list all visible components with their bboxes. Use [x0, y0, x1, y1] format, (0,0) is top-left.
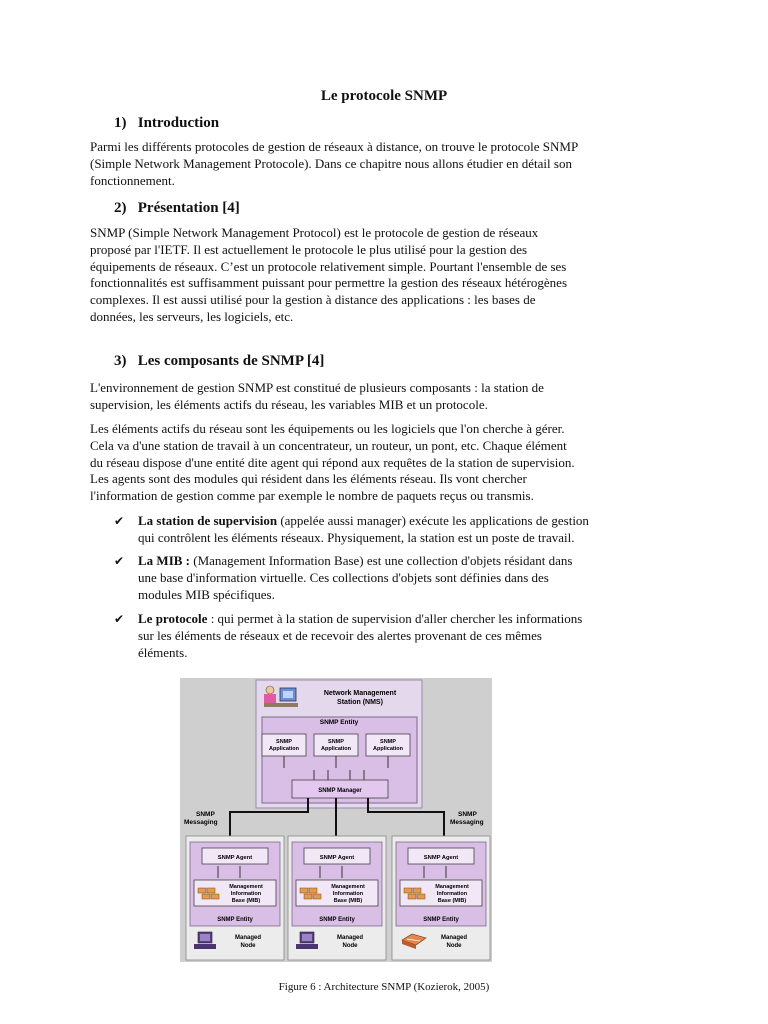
bullet-text: (appelée aussi manager) exécute les applications de gestion	[277, 513, 589, 528]
composants-paragraph-2	[90, 421, 680, 505]
messaging-label-left-2: Messaging	[184, 819, 218, 826]
snmp-manager-label: SNMP Manager	[318, 788, 362, 794]
svg-text:Managed: Managed	[234, 935, 262, 941]
bullet-term: Le protocole	[138, 611, 208, 626]
svg-text:Information: Information	[230, 891, 262, 897]
svg-text:SNMP: SNMP	[276, 739, 292, 745]
heading-composants: 3) Les composants de SNMP [4]	[114, 353, 325, 369]
messaging-label-left-1: SNMP	[196, 811, 215, 818]
svg-text:Base (MIB): Base (MIB)	[231, 898, 261, 904]
text-line: données, les serveurs, les logiciels, etc.	[90, 308, 294, 324]
svg-text:Node: Node	[240, 943, 256, 949]
heading-presentation: 2) Présentation [4]	[114, 200, 240, 216]
text-line: équipements de réseaux. C’est un protocole relativement simple. Pourtant l'ensemble de ses	[90, 258, 567, 274]
snmp-application-box	[314, 734, 358, 756]
composants-paragraph-1	[90, 380, 680, 414]
svg-text:SNMP Entity: SNMP Entity	[319, 917, 355, 923]
svg-text:SNMP: SNMP	[328, 739, 344, 745]
text-line: supervision, les éléments actifs du réseau, les variables MIB et un protocole.	[90, 396, 488, 412]
svg-text:Node: Node	[446, 943, 462, 949]
introduction-paragraph	[90, 139, 680, 189]
svg-text:Base (MIB): Base (MIB)	[333, 898, 363, 904]
managed-node-3	[392, 836, 490, 960]
text-line: Les éléments actifs du réseau sont les équipements ou les logiciels que l'on cherche à gérer.	[90, 421, 565, 436]
svg-text:Base (MIB): Base (MIB)	[437, 898, 467, 904]
bullet-term: La station de supervision	[138, 513, 278, 528]
svg-text:SNMP Agent: SNMP Agent	[217, 855, 253, 861]
svg-text:Management: Management	[331, 884, 365, 890]
checkmark-icon: ✔	[114, 612, 125, 626]
svg-text:Managed: Managed	[336, 935, 364, 941]
figure-caption: Figure 6 : Architecture SNMP (Kozierok, 2005)	[278, 981, 490, 993]
svg-text:SNMP: SNMP	[380, 739, 396, 745]
bullet-text: sur les éléments de réseaux et de recevoir des alertes provenant de ces mêmes	[138, 627, 542, 643]
bullet-text: éléments.	[138, 644, 188, 660]
svg-text:Information: Information	[332, 891, 364, 897]
messaging-label-right-2: Messaging	[450, 819, 484, 826]
text-line: SNMP (Simple Network Management Protocol) est le protocole de gestion de réseaux	[90, 225, 539, 240]
text-line: Les agents sont des modules qui résident dans les éléments réseau. Ils vont chercher	[90, 471, 527, 487]
svg-text:Managed: Managed	[440, 935, 468, 941]
text-line: fonctionnement.	[90, 172, 175, 188]
bullet-text: (Management Information Base) est une collection d'objets résidant dans	[190, 553, 573, 568]
presentation-paragraph	[90, 225, 680, 326]
text-line: du réseau dispose d'une entité dite agent qui répond aux requêtes de la station de supervision.	[90, 454, 575, 470]
svg-text:SNMP Entity: SNMP Entity	[423, 917, 459, 923]
svg-text:Node: Node	[342, 943, 358, 949]
svg-text:Application: Application	[321, 746, 351, 752]
checkmark-icon: ✔	[114, 514, 125, 528]
bullet-text: qui contrôlent les éléments réseaux. Physiquement, la station est un poste de travail.	[138, 529, 575, 545]
svg-text:Application: Application	[269, 746, 299, 752]
operator-workstation-icon	[264, 686, 298, 707]
text-line: proposé par l'IETF. Il est actuellement le protocole le plus utilisé pour la gestion des	[90, 241, 528, 257]
bullet-term: La MIB :	[138, 553, 190, 568]
bullet-text: : qui permet à la station de supervision d'aller chercher les informations	[207, 611, 583, 626]
bullet-mib	[114, 553, 684, 603]
checkmark-icon: ✔	[114, 554, 125, 568]
nms-title-line-1: Network Management	[323, 690, 397, 697]
managed-node-2	[288, 836, 386, 960]
bullet-station-supervision	[114, 513, 684, 547]
text-line: l'information de gestion comme par exemple le nombre de paquets reçus ou transmis.	[90, 488, 534, 504]
snmp-application-box	[262, 734, 306, 756]
text-line: Cela va d'une station de travail à un concentrateur, un routeur, un pont, etc. Chaque élément	[90, 437, 567, 453]
heading-introduction: 1) Introduction	[114, 115, 220, 131]
text-line: Parmi les différents protocoles de gestion de réseaux à distance, on trouve le protocole SNMP	[90, 139, 579, 154]
svg-text:SNMP Agent: SNMP Agent	[319, 855, 355, 861]
managed-node-1	[186, 836, 284, 960]
svg-text:Management: Management	[229, 884, 263, 890]
snmp-diagram	[180, 678, 492, 962]
text-line: (Simple Network Management Protocole). Dans ce chapitre nous allons étudier en détail son	[90, 155, 572, 171]
snmp-application-box	[366, 734, 410, 756]
messaging-label-right-1: SNMP	[458, 811, 477, 818]
nms-title-line-2: Station (NMS)	[337, 699, 383, 706]
svg-text:Information: Information	[436, 891, 468, 897]
nms-entity-label: SNMP Entity	[319, 719, 359, 726]
bullet-text: une base d'information virtuelle. Ces collections d'objets sont définies dans des	[138, 569, 549, 585]
text-line: complexes. Il est aussi utilisé pour la gestion à distance des applications : les bases de	[90, 292, 536, 308]
svg-text:SNMP Entity: SNMP Entity	[217, 917, 253, 923]
bullet-protocole	[114, 611, 684, 661]
bullet-text: modules MIB spécifiques.	[138, 586, 275, 602]
svg-text:Management: Management	[435, 884, 469, 890]
text-line: fonctionnalités est suffisamment puissant pour permettre la gestion des réseaux hétérogènes	[90, 275, 568, 291]
text-line: L'environnement de gestion SNMP est constitué de plusieurs composants : la station de	[90, 380, 544, 395]
svg-text:Application: Application	[373, 746, 403, 752]
snmp-architecture-figure	[180, 678, 492, 962]
document-title: Le protocole SNMP	[320, 88, 448, 104]
svg-text:SNMP Agent: SNMP Agent	[423, 855, 459, 861]
